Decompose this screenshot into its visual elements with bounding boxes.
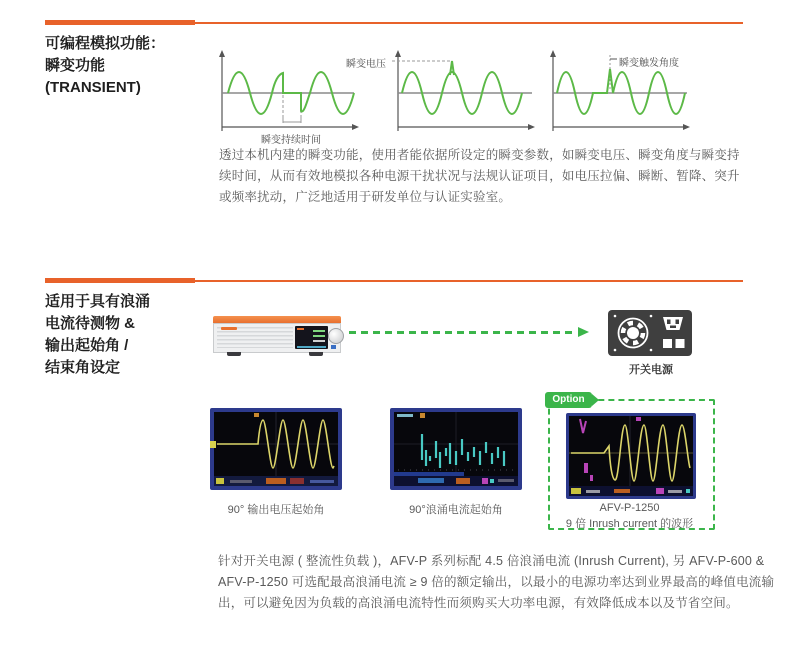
title-line: 可编程模拟功能： [45,35,166,52]
title-line: 瞬变功能 [45,57,106,74]
option-badge: Option [545,392,592,408]
vent-slats [217,327,293,348]
section-divider [45,278,743,283]
device-top-panel [213,316,341,323]
ac-inlet-icon [663,317,683,330]
scope-caption: 9 倍 Inrush current 的波形 [565,518,694,530]
inrush-description: 针对开关电源 ( 整流性负载 )，AFV-P 系列标配 4.5 倍浪涌电流 (Inrush Current), 另 AFV-P-600 & AFV-P-1250 可选配最高浪涌电流 ≥ 9 倍的额定输出，以最小的电源功率达到业界最高的峰值电流输出，可以避免因为负载的高浪涌电流特性而须购买大功率电源，有效降低成本以及节省空间。 [218,554,775,610]
panel-button [331,345,336,349]
divider-line [195,280,743,282]
scope-inrush-graphic [566,413,696,499]
title-line: 输出起始角 / [45,337,129,354]
oscilloscope-screenshot-voltage [210,408,342,495]
display-readout [313,330,325,332]
psu-label: 开关电源 [629,364,673,376]
scope-caption: AFV-P-1250 [599,502,660,514]
title-line: 适用于具有浪涌 [45,293,151,310]
scope-caption: 90° 输出电压起始角 [227,504,325,516]
ac-power-source-illustration [213,316,341,358]
arrow-dashes [349,331,576,334]
outlet-socket-icon [676,339,685,348]
device-display [295,326,328,349]
oscilloscope-screenshot-current [390,408,522,495]
device-foot [309,352,323,356]
divider-accent-bar [45,278,195,283]
switching-power-supply [607,309,695,375]
scope-caption: 90°浪涌电流起始角 [409,504,503,516]
title-line: 电流待测物 & [45,315,136,332]
waveform-diagram-voltage [344,45,549,145]
display-readout [313,340,325,342]
sine-wave-duration-graphic [214,45,364,145]
display-tab [297,328,304,330]
duration-label: 瞬变持续时间 [261,135,321,146]
section-title-transient [45,33,165,99]
power-supply-icon [607,309,695,359]
oscilloscope-screenshot-inrush [566,413,696,504]
section-divider [45,20,743,25]
outlet-socket-icon [663,339,672,348]
device-foot [227,352,241,356]
rotary-knob [328,328,344,344]
divider-line [195,22,743,24]
scope-current-graphic [390,408,522,490]
display-statusbar [297,346,326,348]
device-front-panel [213,323,341,353]
title-line: (TRANSIENT) [45,79,141,96]
display-readout [313,335,325,337]
dashed-arrow [349,327,589,338]
brand-logo [221,327,237,330]
voltage-label: 瞬变电压 [346,59,386,70]
angle-label: 瞬变触发角度 [619,58,679,69]
transient-description: 透过本机内建的瞬变功能，使用者能依据所设定的瞬变参数，如瞬变电压、瞬变角度与瞬变持续时间，从而有效地模拟各种电源干扰状况与法规认证项目，如电压拉偏、瞬断、暂降、突升或频率扰动，广泛地适用于研发单位与认证实验室。 [219,148,740,204]
divider-accent-bar [45,20,195,25]
arrow-head-icon [578,327,589,337]
waveform-diagram-angle [545,45,750,145]
scope-voltage-graphic [210,408,342,490]
title-line: 结束角设定 [45,359,121,376]
section-title-inrush [45,291,150,379]
